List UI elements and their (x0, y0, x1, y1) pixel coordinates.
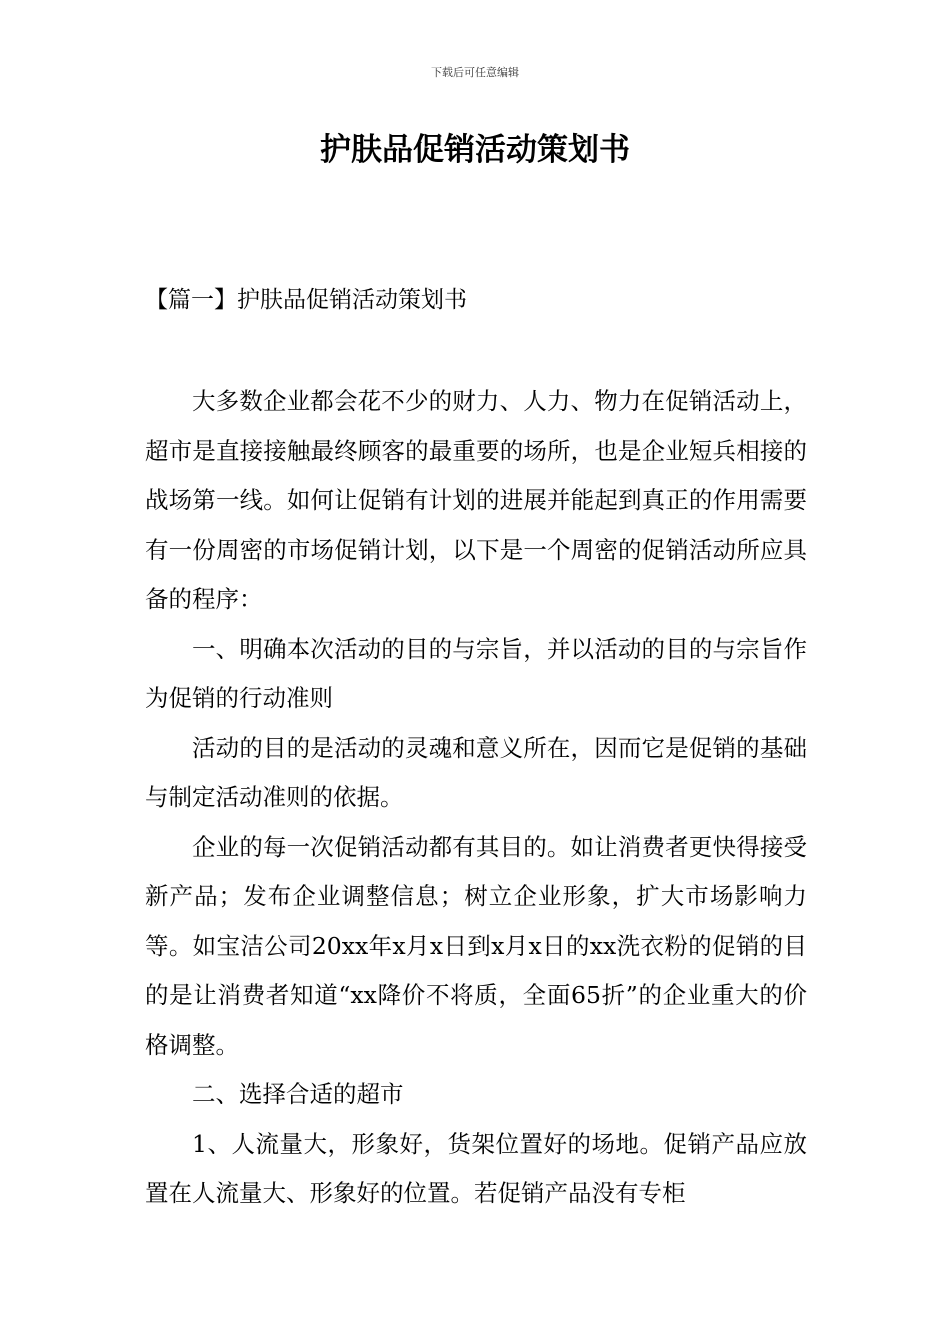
paragraph: 1、人流量大，形象好，货架位置好的场地。促销产品应放置在人流量大、形象好的位置。若促销产品没有专柜 (145, 1129, 807, 1207)
paragraph: 一、明确本次活动的目的与宗旨，并以活动的目的与宗旨作为促销的行动准则 (145, 634, 807, 712)
document-title: 护肤品促销活动策划书 (320, 132, 630, 168)
body-text (145, 377, 807, 1219)
header-note: 下载后可任意编辑 (431, 66, 519, 79)
paragraph: 大多数企业都会花不少的财力、人力、物力在促销活动上，超市是直接接触最终顾客的最重要的场所，也是企业短兵相接的战场第一线。如何让促销有计划的进展并能起到真正的作用需要有一份周密的市场促销计划，以下是一个周密的促销活动所应具备的程序： (145, 387, 807, 613)
paragraph: 活动的目的是活动的灵魂和意义所在，因而它是促销的基础与制定活动准则的依据。 (145, 733, 807, 811)
paragraph: 二、选择合适的超市 (192, 1080, 404, 1108)
paragraph: 企业的每一次促销活动都有其目的。如让消费者更快得接受新产品；发布企业调整信息；树立企业形象，扩大市场影响力等。如宝洁公司20xx年x月x日到x月x日的xx洗衣粉的促销的目的是让消费者知道“xx降价不将质，全面65折”的企业重大的价格调整。 (145, 832, 807, 1059)
section-heading: 【篇一】护肤品促销活动策划书 (145, 287, 467, 313)
